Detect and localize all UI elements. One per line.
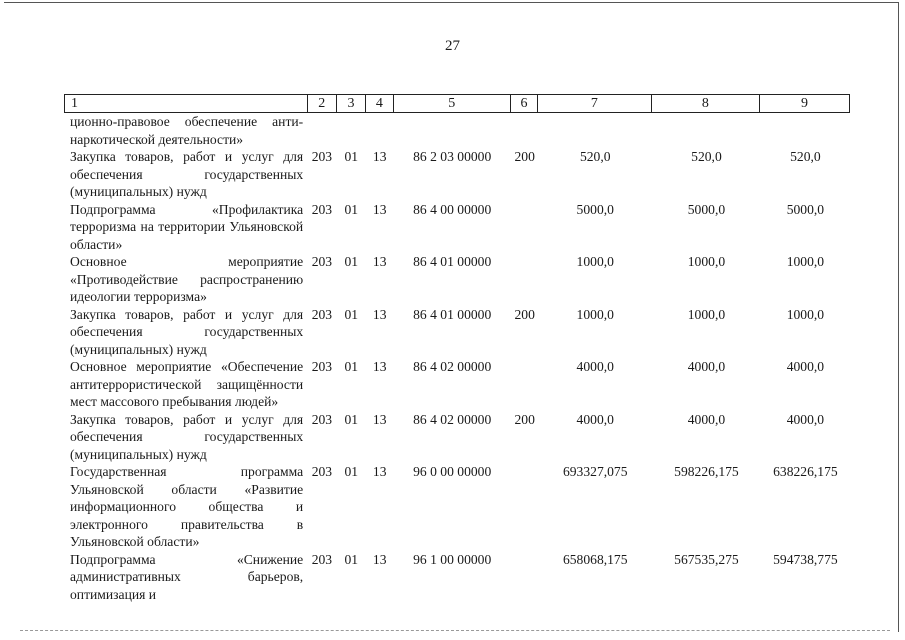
header-cell-1: 1	[65, 95, 308, 112]
header-cell-2: 2	[308, 95, 337, 112]
table-row	[64, 306, 850, 359]
row-cell-c6: 200	[514, 411, 535, 427]
header-cell-8: 8	[652, 95, 760, 112]
header-cell-4: 4	[366, 95, 393, 112]
row-cell-c2: 203	[311, 149, 333, 164]
row-cell-c3: 01	[344, 359, 359, 374]
table-header	[64, 94, 850, 113]
row-cell-c4: 13	[372, 411, 387, 427]
row-cell-c4: 13	[372, 201, 387, 217]
row-name: Основное мероприятие «Противодействие распространению идеологии терроризма»	[70, 254, 304, 304]
row-cell-c9: 520,0	[790, 149, 821, 164]
row-cell-c6	[511, 253, 538, 306]
row-cell-c7: 1000,0	[576, 306, 614, 322]
row-cell-c3: 01	[344, 149, 359, 164]
row-name: Подпрограмма «Профилактика терроризма на территории Ульяновской области»	[70, 201, 304, 252]
row-cell-c8: 1000,0	[687, 306, 726, 322]
header-cell-3: 3	[337, 95, 366, 112]
row-cell-c4: 13	[372, 464, 387, 479]
row-cell-c4: 13	[372, 359, 387, 374]
row-cell-c5	[393, 113, 511, 148]
row-cell-c2: 203	[311, 254, 333, 269]
row-cell-c7: 520,0	[579, 149, 611, 164]
row-cell-c6	[511, 463, 538, 551]
row-cell-c6	[511, 358, 538, 411]
row-cell-c8: 567535,275	[674, 551, 739, 567]
row-cell-c7: 658068,175	[562, 551, 628, 567]
row-cell-c5: 86 4 02 00000	[413, 359, 492, 374]
row-cell-c2: 203	[311, 201, 333, 217]
row-cell-c8: 520,0	[691, 149, 722, 164]
table-row	[64, 253, 850, 306]
row-cell-c9: 1000,0	[786, 254, 825, 269]
row-cell-c7	[538, 113, 652, 148]
row-cell-c4: 13	[372, 551, 387, 567]
row-name: Основное мероприятие «Обеспечение антитеррористической защищённости мест массового пребывания людей»	[70, 359, 304, 409]
row-cell-c5: 86 4 00 00000	[413, 201, 492, 217]
table-row	[64, 148, 850, 201]
row-cell-c9: 4000,0	[786, 411, 825, 427]
header-cell-6: 6	[511, 95, 538, 112]
row-cell-c7: 693327,075	[562, 464, 628, 479]
row-cell-c5: 86 2 03 00000	[413, 149, 492, 164]
table-row	[64, 201, 850, 254]
row-cell-c3: 01	[344, 254, 359, 269]
header-cell-9: 9	[801, 96, 809, 111]
row-name: Подпрограмма «Снижение административных барьеров, оптимизация и	[70, 551, 304, 602]
row-name: Государственная программа Ульяновской области «Развитие информационного общества и электронного правительства в Ульяновской области»	[70, 464, 304, 549]
row-name: ционно-правовое обеспечение анти-наркотической деятельности»	[70, 114, 304, 147]
row-cell-c7: 1000,0	[576, 254, 614, 269]
row-cell-c4: 13	[372, 306, 387, 322]
row-cell-c9: 4000,0	[786, 359, 825, 374]
header-cell-5: 5	[394, 95, 511, 112]
row-cell-c8: 598226,175	[674, 464, 739, 479]
row-cell-c9: 5000,0	[786, 201, 825, 217]
row-cell-c6	[511, 551, 538, 604]
row-cell-c3: 01	[344, 306, 359, 322]
row-cell-c6: 200	[514, 149, 535, 164]
row-cell-c4	[366, 113, 393, 148]
row-cell-c2	[307, 113, 336, 148]
row-cell-c7: 5000,0	[576, 201, 614, 217]
row-cell-c5: 86 4 01 00000	[413, 254, 492, 269]
row-cell-c7: 4000,0	[576, 411, 614, 427]
row-cell-c2: 203	[311, 411, 333, 427]
table-row	[64, 358, 850, 411]
row-cell-c9: 1000,0	[786, 306, 825, 322]
header-cell-7: 7	[538, 95, 651, 112]
table-row	[64, 463, 850, 551]
row-name: Закупка товаров, работ и услуг для обеспечения государственных (муниципальных) нужд	[70, 306, 304, 357]
row-cell-c8: 1000,0	[687, 254, 726, 269]
table-row	[64, 411, 850, 464]
row-cell-c5: 86 4 01 00000	[413, 306, 492, 322]
row-cell-c3	[337, 113, 366, 148]
row-cell-c6	[511, 201, 538, 254]
row-cell-c9: 638226,175	[773, 464, 838, 479]
bottom-edge	[20, 630, 890, 631]
row-cell-c5: 96 1 00 00000	[413, 551, 492, 567]
row-cell-c2: 203	[311, 359, 333, 374]
row-cell-c8: 4000,0	[687, 359, 726, 374]
row-cell-c3: 01	[344, 411, 359, 427]
row-cell-c8: 4000,0	[687, 411, 726, 427]
row-cell-c5: 96 0 00 00000	[413, 464, 492, 479]
row-cell-c9	[761, 113, 850, 148]
row-cell-c4: 13	[372, 149, 387, 164]
row-cell-c8	[652, 113, 761, 148]
table-row	[64, 113, 850, 148]
table-body	[64, 113, 850, 603]
row-name: Закупка товаров, работ и услуг для обеспечения государственных (муниципальных) нужд	[70, 411, 304, 462]
row-cell-c2: 203	[311, 464, 333, 479]
page-number: 27	[445, 38, 460, 54]
row-cell-c6: 200	[514, 306, 535, 322]
row-cell-c7: 4000,0	[576, 359, 614, 374]
row-cell-c2: 203	[311, 306, 333, 322]
row-cell-c3: 01	[344, 464, 359, 479]
row-cell-c3: 01	[344, 551, 359, 567]
row-cell-c9: 594738,775	[773, 551, 838, 567]
table-row	[64, 551, 850, 604]
row-cell-c6	[511, 113, 538, 148]
row-cell-c2: 203	[311, 551, 333, 567]
row-cell-c8: 5000,0	[687, 201, 726, 217]
row-cell-c3: 01	[344, 201, 359, 217]
row-cell-c4: 13	[372, 254, 387, 269]
row-name: Закупка товаров, работ и услуг для обеспечения государственных (муниципальных) нужд	[70, 149, 304, 199]
row-cell-c5: 86 4 02 00000	[413, 411, 492, 427]
budget-table	[64, 94, 850, 603]
